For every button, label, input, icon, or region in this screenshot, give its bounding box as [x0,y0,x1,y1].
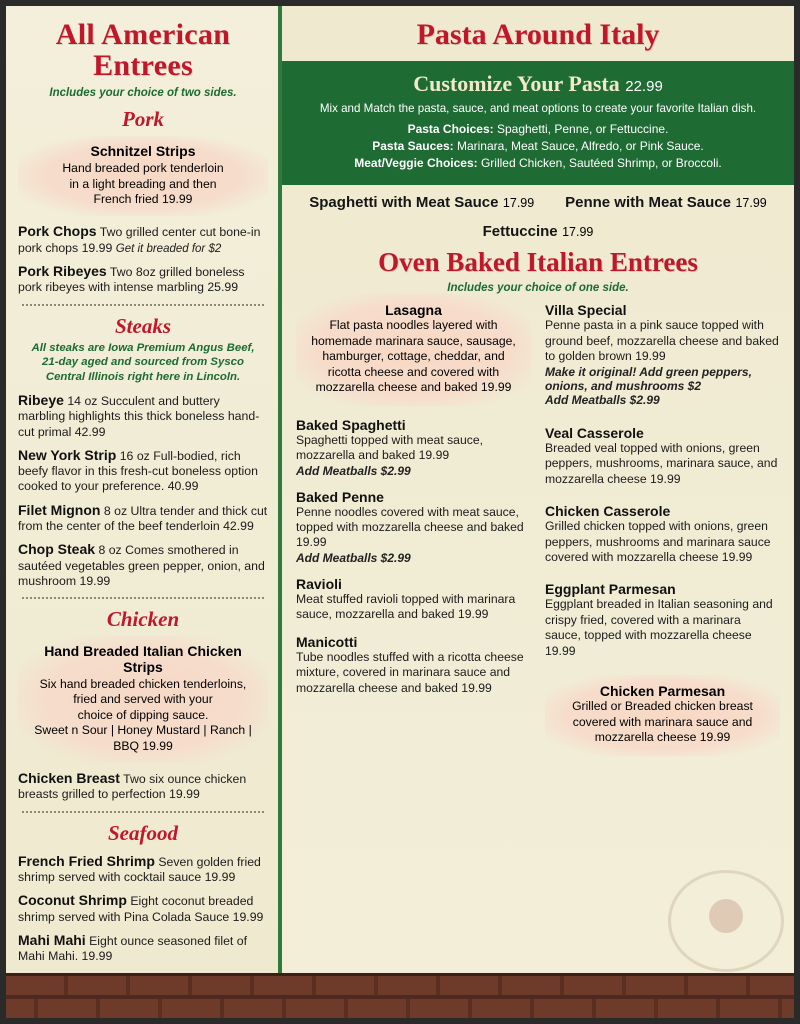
customize-price: 22.99 [625,77,663,95]
menu-item-chicken-casserole [545,503,780,565]
pork-chops-note: Get it breaded for $2 [115,242,222,255]
spaghetti-meat-sauce-name: Spaghetti with Meat Sauce [309,193,499,211]
pasta-choices-value: Spaghetti, Penne, or Fettuccine. [496,121,669,136]
divider-pork-steaks [22,304,264,306]
oven-baked-grid [282,294,794,756]
mahi-mahi-name: Mahi Mahi [18,931,86,948]
pasta-sauces-value: Marinara, Meat Sauce, Alfredo, or Pink Sauce. [456,138,704,153]
chicken-parmesan-desc: Grilled or Breaded chicken breast covered with marinara sauce and mozzarella cheese 19.99 [572,699,753,745]
customize-title-row [296,71,780,97]
manicotti-name: Manicotti [296,633,358,650]
menu-item-mahi-mahi [18,932,268,965]
menu-item-chicken-breast [18,770,268,803]
villa-special-bold-note: Make it original! Add green peppers, onions, and mushrooms $2 [545,364,752,393]
french-fried-shrimp-name: French Fried Shrimp [18,852,155,869]
menu-item-coconut-shrimp [18,892,268,925]
spaghetti-meat-sauce-price: 17.99 [502,195,535,210]
menu-item-manicotti [296,634,531,696]
menu-item-pork-ribeyes [18,263,268,296]
chop-steak-desc: 8 oz Comes smothered in sautéed vegetables green pepper, onion, and mushroom 19.99 [18,543,265,588]
eggplant-parmesan-name: Eggplant Parmesan [545,581,676,598]
baked-penne-desc: Penne noodles covered with meat sauce, topped with mozzarella cheese and baked 19.99 [296,504,524,550]
schnitzel-strips-desc-3: French fried 19.99 [93,191,193,206]
pasta-items-row-2 [282,214,794,243]
menu-item-baked-penne [296,489,531,565]
pasta-choices-line [296,122,780,136]
tomato-icon [709,899,743,933]
pork-chops-desc: Two grilled center cut bone-in pork chops 19.99 [18,225,261,255]
pork-ribeyes-name: Pork Ribeyes [18,262,107,279]
menu-item-baked-spaghetti [296,417,531,478]
all-american-title [18,20,268,81]
pasta-column [282,6,794,976]
veal-casserole-name: Veal Casserole [545,424,644,441]
menu-item-french-fried-shrimp [18,853,268,886]
schnitzel-strips-name: Schnitzel Strips [90,143,196,160]
filet-mignon-desc: 8 oz Ultra tender and thick cut from the center of the beef tenderloin 42.99 [18,503,268,534]
section-title-steaks: Steaks [114,313,171,338]
villa-special-desc: Penne pasta in a pink sauce topped with ground beef, mozzarella cheese and baked to golden brown 19.99 [545,318,779,364]
baked-penne-add: Add Meatballs $2.99 [296,550,411,565]
new-york-strip-name: New York Strip [18,446,117,463]
chicken-casserole-name: Chicken Casserole [545,503,671,520]
pork-ribeyes-desc: Two 8oz grilled boneless pork ribeyes with intense marbling 25.99 [18,264,245,295]
baked-spaghetti-add: Add Meatballs $2.99 [296,463,411,478]
section-title-chicken: Chicken [106,607,180,632]
chicken-strips-sauces: Sweet n Sour | Honey Mustard | Ranch | BBQ 19.99 [34,723,252,753]
chicken-casserole-desc: Grilled chicken topped with onions, green peppers, mushrooms and marinara sauce covered with mozzarella cheese 19.99 [545,519,771,564]
meat-veggie-label: Meat/Veggie Choices: [354,155,478,170]
chicken-strips-desc-2: fried and served with your [73,692,213,707]
all-american-column [6,6,282,976]
ribeye-name: Ribeye [18,392,64,408]
menu-item-chop-steak [18,541,268,589]
oven-baked-subtitle: Includes your choice of one side. [447,282,629,295]
brick-footer [6,973,794,1018]
meat-veggie-choices-line [296,156,780,170]
coconut-shrimp-desc: Eight coconut breaded shrimp served with Pina Colada Sauce 19.99 [18,894,264,924]
menu-item-villa-special [545,302,780,406]
menu-item-pork-chops [18,223,268,256]
chicken-breast-name: Chicken Breast [18,769,120,786]
ribeye-desc: 14 oz Succulent and buttery marbling highlights this thick boneless hand-cut primal 42.99 [18,394,260,439]
chicken-strips-desc-1: Six hand breaded chicken tenderloins, [39,677,247,692]
all-american-title-line1: All American [55,18,231,51]
section-title-seafood: Seafood [108,820,178,845]
customize-title: Customize Your Pasta [413,70,620,96]
menu-item-ravioli [296,576,531,623]
coconut-shrimp-name: Coconut Shrimp [18,892,127,909]
divider-chicken-seafood [22,811,264,813]
customize-subtitle: Mix and Match the pasta, sauce, and meat options to create your favorite Italian dish. [319,101,757,115]
ravioli-name: Ravioli [296,575,342,592]
schnitzel-strips-desc-1: Hand breaded pork tenderloin [62,161,224,176]
villa-special-add: Add Meatballs $2.99 [545,392,660,407]
manicotti-desc: Tube noodles stuffed with a ricotta cheese mixture, covered in marinara sauce and mozzarella cheese and baked 19.99 [296,649,524,695]
menu-item-new-york-strip [18,447,268,495]
oven-right-column [545,294,780,756]
penne-meat-sauce-price: 17.99 [735,195,767,210]
divider-steaks-chicken [22,597,264,599]
pork-chops-name: Pork Chops [18,223,97,240]
pasta-choices-label: Pasta Choices: [407,121,494,136]
customize-your-pasta-box [282,61,794,185]
steaks-sourcing-note: All steaks are Iowa Premium Angus Beef, 21-day aged and sourced from Sysco Central Illinois right here in Lincoln. [31,341,255,384]
featured-item-lasagna [296,294,531,405]
mahi-mahi-desc: Eight ounce seasoned filet of Mahi Mahi. 19.99 [18,933,248,964]
penne-meat-sauce-name: Penne with Meat Sauce [565,193,731,211]
chicken-breast-desc: Two six ounce chicken breasts grilled to perfection 19.99 [18,771,247,802]
fettuccine-name: Fettuccine [482,222,558,240]
lasagna-name: Lasagna [385,302,442,319]
baked-spaghetti-name: Baked Spaghetti [296,416,406,433]
french-fried-shrimp-desc: Seven golden fried shrimp served with cocktail sauce 19.99 [18,854,261,884]
pasta-items-row-1 [282,185,794,214]
pasta-around-italy-title: Pasta Around Italy [416,18,660,51]
restaurant-logo-watermark [668,870,784,972]
chicken-strips-desc-3: choice of dipping sauce. [77,707,209,722]
menu-sheet [6,6,794,976]
new-york-strip-desc: 16 oz Full-bodied, rich beefy flavor in this fresh-cut boneless option cooked to your preference. 40.99 [18,448,258,494]
featured-item-italian-chicken-strips [18,636,268,763]
oven-left-column [296,294,531,756]
meat-veggie-value: Grilled Chicken, Sautéed Shrimp, or Broccoli. [480,155,722,170]
ravioli-desc: Meat stuffed ravioli topped with marinara sauce, mozzarella and baked 19.99 [296,591,516,622]
chicken-parmesan-name: Chicken Parmesan [599,683,726,700]
menu-item-ribeye [18,392,268,440]
schnitzel-strips-desc-2: in a light breading and then [69,176,217,191]
villa-special-name: Villa Special [545,302,627,319]
baked-spaghetti-desc: Spaghetti topped with meat sauce, mozzarella and baked 19.99 [296,432,483,463]
featured-item-schnitzel-strips [18,136,268,216]
chicken-strips-name: Hand Breaded Italian Chicken Strips [44,643,242,676]
menu-item-filet-mignon [18,502,268,535]
eggplant-parmesan-desc: Eggplant breaded in Italian seasoning and crispy fried, covered with a marinara sauce, topped with mozzarella cheese 19.99 [545,597,773,658]
oven-baked-title: Oven Baked Italian Entrees [378,246,698,277]
all-american-subtitle: Includes your choice of two sides. [49,87,237,100]
section-title-pork: Pork [122,107,164,132]
filet-mignon-name: Filet Mignon [18,501,101,518]
menu-item-eggplant-parmesan [545,581,780,659]
baked-penne-name: Baked Penne [296,488,384,505]
pasta-sauces-label: Pasta Sauces: [372,138,454,153]
featured-item-chicken-parmesan [545,675,780,755]
chop-steak-name: Chop Steak [18,541,96,558]
fettuccine-price: 17.99 [562,224,594,239]
all-american-title-line2: Entrees [93,48,193,82]
lasagna-desc: Flat pasta noodles layered with homemade marinara sauce, sausage, hamburger, cottage, cheddar, and ricotta cheese and covered with mozzarella cheese and baked 19.99 [311,318,516,395]
veal-casserole-desc: Breaded veal topped with onions, green peppers, mushrooms, marinara sauce, and mozzarella cheese 19.99 [545,440,778,486]
menu-item-veal-casserole [545,425,780,487]
pasta-sauces-line [296,139,780,153]
brick-row-second [0,999,800,1018]
